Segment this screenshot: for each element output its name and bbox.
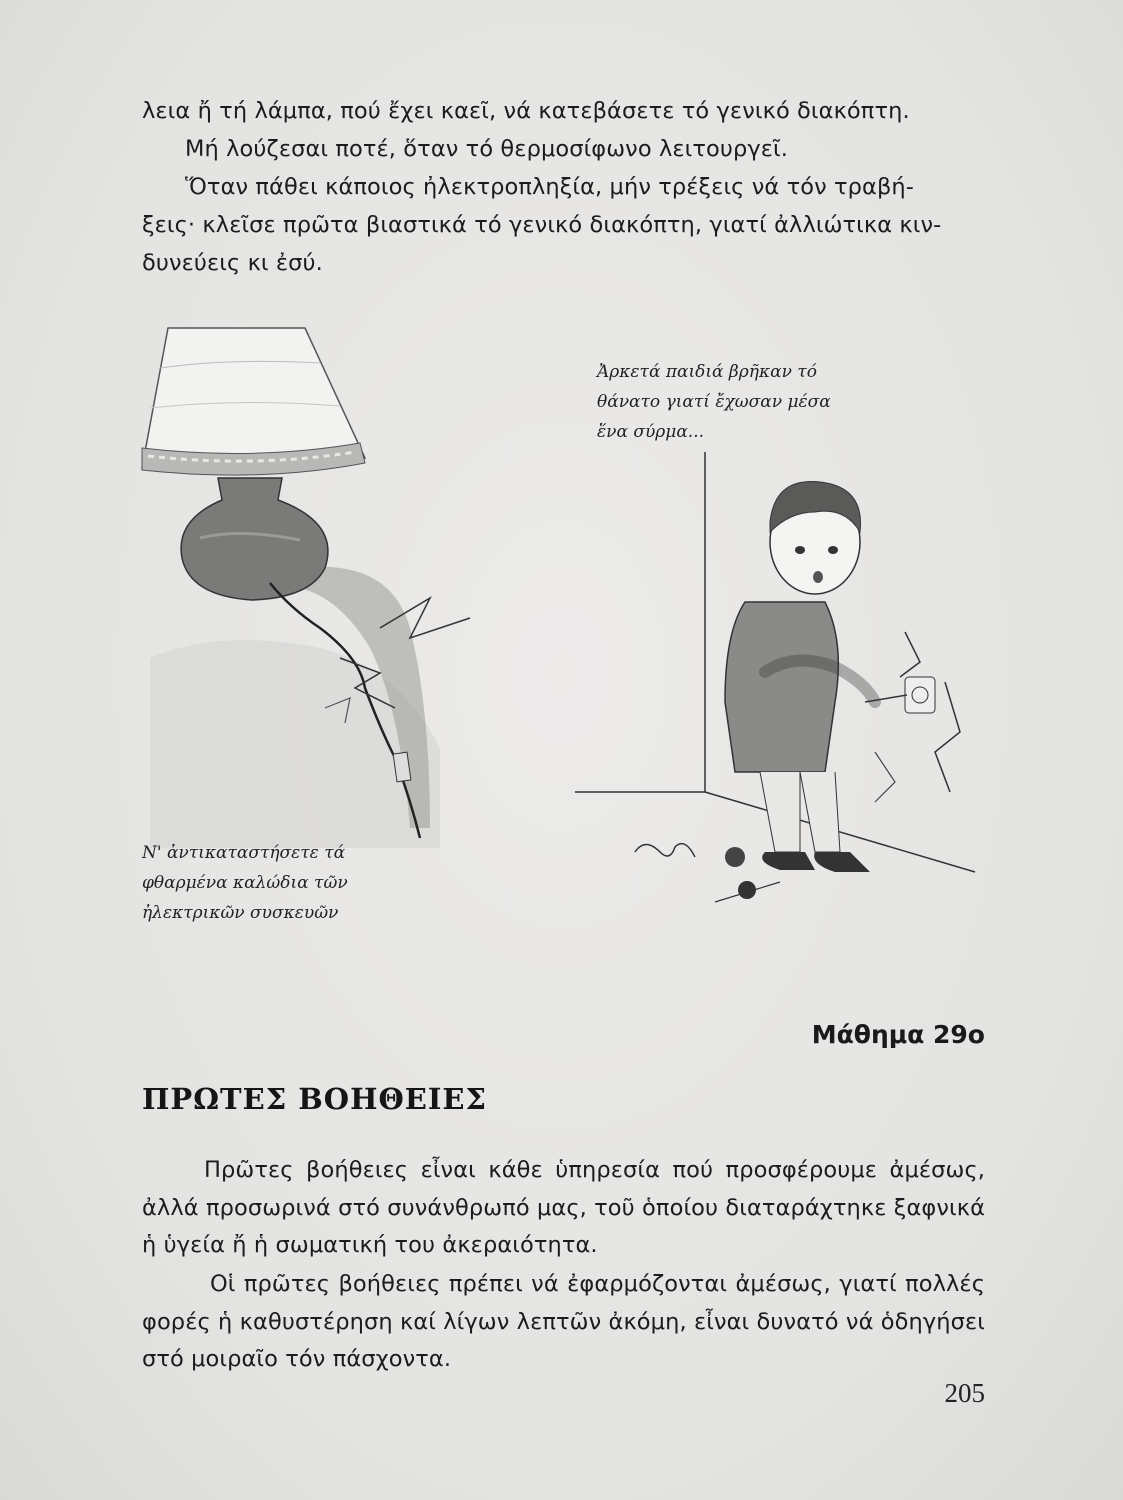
intro-line-5: δυνεύεις κι ἐσύ. bbox=[142, 250, 323, 276]
cables-caption bbox=[142, 838, 442, 928]
intro-line-4: ξεις· κλεῖσε πρῶτα βιαστικά τό γενικό διακόπτη, γιατί ἀλλιώτικα κιν- bbox=[142, 212, 942, 238]
first-aid-paragraph-2: Οἱ πρῶτες βοήθειες πρέπει νά ἐφαρμόζονται ἀμέσως, γιατί πολλές φορές ἡ καθυστέρηση καί λίγων λεπτῶν ἀκόμη, εἶναι δυνατό νά ὁδηγήσει στό μοιραῖο τόν πάσχοντα. bbox=[142, 1271, 985, 1372]
lamp-illustration bbox=[140, 328, 530, 848]
intro-line-3: Ὅταν πάθει κάποιος ἠλεκτροπληξία, μήν τρέξεις νά τόν τραβή- bbox=[185, 174, 914, 200]
intro-line-2: Μή λούζεσαι ποτέ, ὅταν τό θερμοσίφωνο λειτουργεῖ. bbox=[185, 136, 789, 162]
section-title: ΠΡΩΤΕΣ ΒΟΗΘΕΙΕΣ bbox=[142, 1082, 488, 1116]
page-number: 205 bbox=[944, 1378, 985, 1408]
child-illustration bbox=[575, 452, 985, 912]
children-caption-line-1: Ἀρκετά παιδιά βρῆκαν τό bbox=[597, 362, 817, 382]
first-aid-paragraph-1: Πρῶτες βοήθειες εἶναι κάθε ὑπηρεσία πού προσφέρουμε ἀμέσως, ἀλλά προσωρινά στό συνάνθρωπό μας, τοῦ ὁποίου διαταράχτηκε ξαφνικά ἡ ὑγεία ἤ ἡ σωματική του ἀκεραιότητα. bbox=[142, 1157, 985, 1258]
children-caption-line-2: θάνατο γιατί ἔχωσαν μέσα bbox=[597, 392, 831, 412]
children-caption bbox=[597, 357, 897, 447]
cables-caption-line-1: Ν' ἀντικαταστήσετε τά bbox=[142, 843, 346, 863]
children-caption-line-3: ἕνα σύρμα... bbox=[597, 422, 705, 442]
lesson-label: Μάθημα 29ο bbox=[811, 1020, 985, 1049]
cables-caption-line-2: φθαρμένα καλώδια τῶν bbox=[142, 873, 348, 893]
cables-caption-line-3: ἠλεκτρικῶν συσκευῶν bbox=[142, 903, 339, 923]
intro-line-1: λεια ἤ τή λάμπα, πού ἔχει καεῖ, νά κατεβάσετε τό γενικό διακόπτη. bbox=[142, 98, 910, 124]
